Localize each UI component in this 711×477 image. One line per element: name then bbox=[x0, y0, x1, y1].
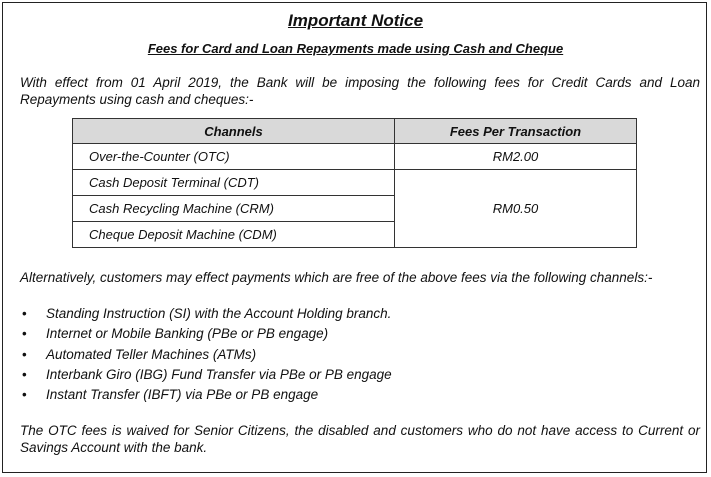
bullet-icon: • bbox=[22, 346, 27, 362]
list-item bbox=[20, 365, 392, 385]
alternative-intro: Alternatively, customers may effect payments which are free of the above fees via the following channels:- bbox=[20, 270, 653, 285]
list-item-text: Automated Teller Machines (ATMs) bbox=[46, 346, 257, 362]
fee-cell: RM2.00 bbox=[395, 144, 637, 170]
list-item-text: Internet or Mobile Banking (PBe or PB engage) bbox=[46, 326, 329, 342]
channel-cell: Cash Deposit Terminal (CDT) bbox=[73, 170, 395, 196]
header-fees: Fees Per Transaction bbox=[395, 119, 637, 144]
channel-cell: Over-the-Counter (OTC) bbox=[73, 144, 395, 170]
table-header-row bbox=[73, 119, 637, 144]
intro-text: With effect from 01 April 2019, the Bank will be imposing the following fees for Credit Cards and Loan Repayments using cash and cheques:- bbox=[20, 75, 700, 107]
bullet-icon: • bbox=[22, 366, 27, 382]
list-item-text: Instant Transfer (IBFT) via PBe or PB engage bbox=[46, 387, 319, 403]
table-row bbox=[73, 144, 637, 170]
list-item bbox=[20, 324, 392, 344]
list-item bbox=[20, 304, 392, 324]
notice-subtitle: Fees for Card and Loan Repayments made using Cash and Cheque bbox=[147, 41, 564, 56]
intro-paragraph bbox=[20, 74, 700, 108]
free-channels-list bbox=[20, 304, 392, 405]
channel-cell: Cash Recycling Machine (CRM) bbox=[73, 196, 395, 222]
fees-table bbox=[72, 118, 637, 248]
list-item-text: Standing Instruction (SI) with the Account Holding branch. bbox=[46, 306, 392, 321]
header-channels: Channels bbox=[73, 119, 395, 144]
list-item bbox=[20, 385, 392, 405]
bullet-icon: • bbox=[22, 326, 27, 342]
list-item bbox=[20, 345, 392, 365]
bullet-icon: • bbox=[22, 387, 27, 403]
list-item-text: Interbank Giro (IBG) Fund Transfer via PBe or PB engage bbox=[46, 366, 392, 382]
channel-cell: Cheque Deposit Machine (CDM) bbox=[73, 222, 395, 248]
notice-title: Important Notice bbox=[287, 11, 424, 30]
footer-paragraph: The OTC fees is waived for Senior Citizens, the disabled and customers who do not have access to Current or Savings Account with the bank. bbox=[20, 423, 700, 455]
bullet-icon: • bbox=[22, 306, 27, 321]
fee-cell: RM0.50 bbox=[395, 170, 637, 248]
table-row bbox=[73, 170, 637, 196]
